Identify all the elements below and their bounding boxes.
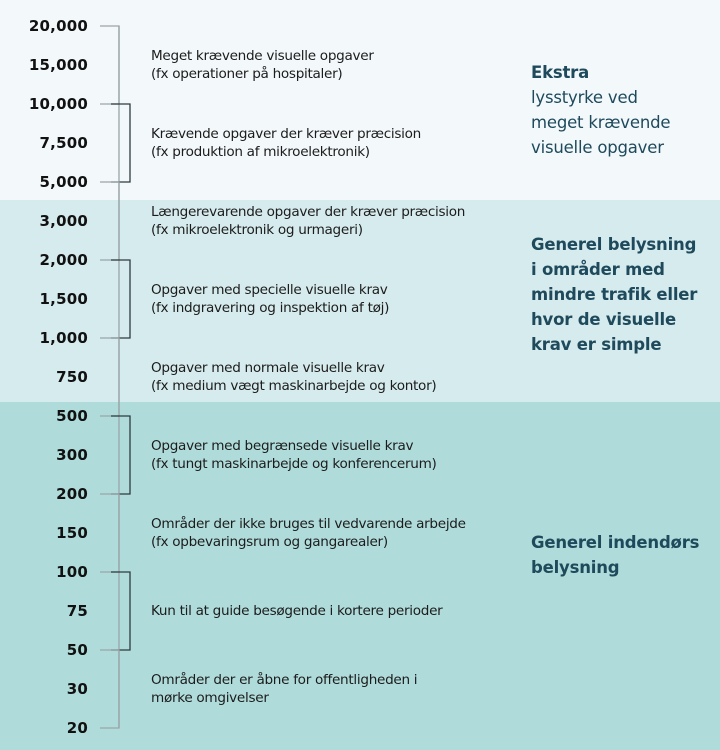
range-bracket-light xyxy=(100,26,119,104)
range-bracket-light xyxy=(100,338,119,416)
lux-value: 15,000 xyxy=(28,56,88,74)
lux-value: 5,000 xyxy=(39,173,88,191)
lux-value: 300 xyxy=(56,446,88,464)
category-line: hvor de visuelle xyxy=(531,310,676,329)
lux-value: 30 xyxy=(66,680,88,698)
task-description xyxy=(151,671,417,707)
lux-value: 750 xyxy=(56,368,88,386)
task-description xyxy=(151,602,442,620)
lux-value: 7,500 xyxy=(39,134,88,152)
task-line-1: Områder der er åbne for offentligheden i xyxy=(151,672,418,688)
category-line: i områder med xyxy=(531,260,665,279)
category-line: visuelle opgaver xyxy=(531,138,664,157)
category-extra-brightness xyxy=(531,60,670,160)
task-line-1: Opgaver med normale visuelle krav xyxy=(151,360,385,376)
task-line-1: Områder der ikke bruges til vedvarende arbejde xyxy=(151,516,466,532)
lux-value: 10,000 xyxy=(28,95,88,113)
task-line-2: (fx mikroelektronik og urmageri) xyxy=(151,222,363,238)
category-line: Generel indendørs xyxy=(531,533,700,552)
lux-value: 75 xyxy=(66,602,88,620)
range-bracket-light xyxy=(100,494,119,572)
range-bracket-dark xyxy=(111,572,130,650)
lux-value: 20,000 xyxy=(28,17,88,35)
task-line-2: (fx opbevaringsrum og gangarealer) xyxy=(151,534,388,550)
lux-value: 2,000 xyxy=(39,251,88,269)
task-line-2: (fx indgravering og inspektion af tøj) xyxy=(151,300,390,316)
task-description xyxy=(151,359,436,395)
task-line-1: Krævende opgaver der kræver præcision xyxy=(151,126,421,142)
lux-value: 50 xyxy=(66,641,88,659)
category-line: belysning xyxy=(531,558,620,577)
range-bracket-light xyxy=(100,182,119,260)
task-line-1: Meget krævende visuelle opgaver xyxy=(151,48,374,64)
task-line-2: (fx operationer på hospitaler) xyxy=(151,66,343,82)
lux-value: 1,500 xyxy=(39,290,88,308)
task-line-1: Kun til at guide besøgende i kortere perioder xyxy=(151,603,443,619)
task-line-2: mørke omgivelser xyxy=(151,690,269,706)
category-line: mindre trafik eller xyxy=(531,285,698,304)
range-bracket-dark xyxy=(111,260,130,338)
range-bracket-dark xyxy=(111,104,130,182)
task-line-1: Opgaver med begrænsede visuelle krav xyxy=(151,438,414,454)
lux-value: 150 xyxy=(56,524,88,542)
lux-value: 500 xyxy=(56,407,88,425)
lux-value: 100 xyxy=(56,563,88,581)
category-line: lysstyrke ved xyxy=(531,88,638,107)
category-line: meget krævende xyxy=(531,113,671,132)
category-line: Ekstra xyxy=(531,63,590,82)
task-description xyxy=(151,125,421,161)
lux-value: 200 xyxy=(56,485,88,503)
lux-value: 20 xyxy=(66,719,88,737)
task-description xyxy=(151,281,389,317)
category-line: Generel belysning xyxy=(531,235,697,254)
task-line-2: (fx medium vægt maskinarbejde og kontor) xyxy=(151,378,437,394)
category-general-low-traffic xyxy=(531,232,697,357)
category-line: krav er simple xyxy=(531,335,662,354)
task-line-2: (fx tungt maskinarbejde og konferencerum) xyxy=(151,456,437,472)
category-general-indoor xyxy=(531,530,699,580)
lux-value: 3,000 xyxy=(39,212,88,230)
range-bracket-dark xyxy=(111,416,130,494)
task-description xyxy=(151,437,437,473)
task-description xyxy=(151,203,465,239)
task-description xyxy=(151,47,374,83)
task-description xyxy=(151,515,466,551)
range-bracket-light xyxy=(100,650,119,728)
task-line-2: (fx produktion af mikroelektronik) xyxy=(151,144,370,160)
task-line-1: Opgaver med specielle visuelle krav xyxy=(151,282,388,298)
task-line-1: Længerevarende opgaver der kræver præcision xyxy=(151,204,466,220)
lux-value: 1,000 xyxy=(39,329,88,347)
